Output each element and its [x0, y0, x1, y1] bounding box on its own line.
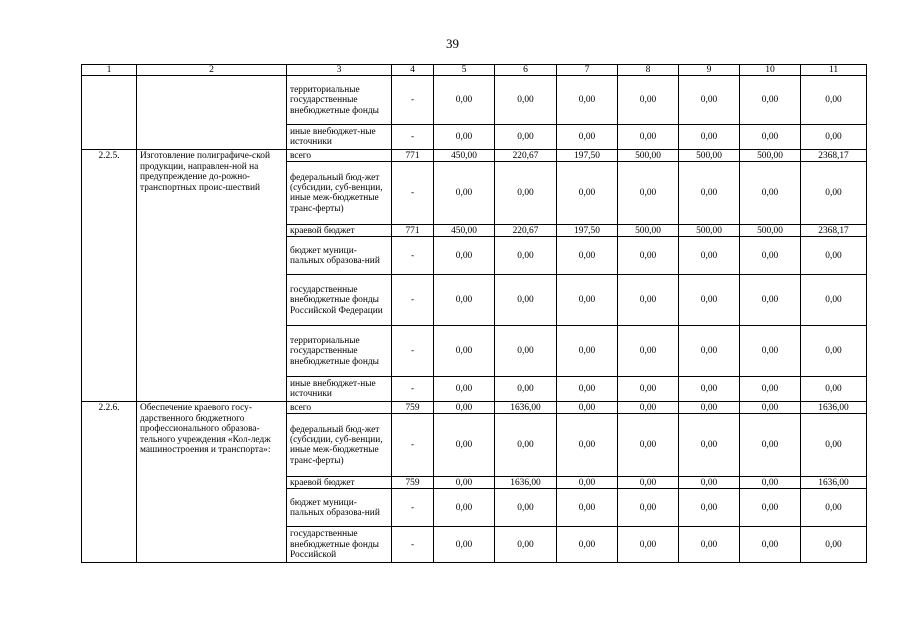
value-cell: 0,00: [801, 76, 867, 125]
value-cell: 0,00: [679, 326, 740, 377]
header-cell: 2: [137, 65, 287, 76]
value-cell: 0,00: [557, 125, 618, 150]
value-cell: 0,00: [740, 527, 801, 563]
value-cell: 0,00: [801, 162, 867, 225]
value-cell: 500,00: [740, 225, 801, 237]
code-cell: 771: [392, 225, 434, 237]
value-cell: 0,00: [495, 76, 557, 125]
table-row: [82, 402, 867, 414]
funding-source-cell: территориальные государственные внебюджетные фонды: [287, 76, 392, 125]
value-cell: 0,00: [618, 326, 679, 377]
item-title-cell: Изготовление полиграфиче-ской продукции, направлен-ной на предупреждение до-рожно-транспортных проис-шествий: [137, 150, 287, 402]
value-cell: 0,00: [679, 477, 740, 489]
funding-source-cell: иные внебюджет-ные источники: [287, 377, 392, 402]
value-cell: 0,00: [618, 76, 679, 125]
value-cell: 0,00: [495, 527, 557, 563]
value-cell: 220,67: [495, 150, 557, 162]
value-cell: 0,00: [801, 237, 867, 275]
funding-source-cell: бюджет муници-пальных образова-ний: [287, 237, 392, 275]
value-cell: 0,00: [801, 489, 867, 527]
table-row: [82, 76, 867, 125]
value-cell: 0,00: [740, 477, 801, 489]
value-cell: 500,00: [618, 150, 679, 162]
value-cell: 0,00: [434, 414, 495, 477]
value-cell: 450,00: [434, 225, 495, 237]
value-cell: 0,00: [740, 414, 801, 477]
value-cell: 0,00: [557, 76, 618, 125]
code-cell: -: [392, 237, 434, 275]
value-cell: 0,00: [557, 477, 618, 489]
header-cell: 4: [392, 65, 434, 76]
value-cell: 0,00: [618, 275, 679, 326]
code-cell: 759: [392, 477, 434, 489]
value-cell: 197,50: [557, 225, 618, 237]
value-cell: 0,00: [740, 326, 801, 377]
code-cell: -: [392, 162, 434, 225]
value-cell: 0,00: [679, 527, 740, 563]
value-cell: 0,00: [679, 162, 740, 225]
value-cell: 2368,17: [801, 150, 867, 162]
value-cell: 0,00: [618, 414, 679, 477]
value-cell: 0,00: [679, 275, 740, 326]
value-cell: 0,00: [434, 162, 495, 225]
funding-source-cell: всего: [287, 150, 392, 162]
header-cell: 3: [287, 65, 392, 76]
value-cell: 0,00: [434, 237, 495, 275]
funding-source-cell: территориальные государственные внебюджетные фонды: [287, 326, 392, 377]
value-cell: 500,00: [740, 150, 801, 162]
value-cell: 0,00: [495, 326, 557, 377]
header-cell: 7: [557, 65, 618, 76]
funding-source-cell: краевой бюджет: [287, 225, 392, 237]
header-cell: 5: [434, 65, 495, 76]
value-cell: 0,00: [557, 275, 618, 326]
value-cell: 0,00: [557, 326, 618, 377]
value-cell: 0,00: [679, 76, 740, 125]
value-cell: 1636,00: [801, 477, 867, 489]
value-cell: 0,00: [434, 76, 495, 125]
funding-source-cell: иные внебюджет-ные источники: [287, 125, 392, 150]
value-cell: 0,00: [495, 275, 557, 326]
code-cell: 771: [392, 150, 434, 162]
value-cell: 0,00: [434, 275, 495, 326]
value-cell: 0,00: [495, 489, 557, 527]
item-title-cell: Обеспечение краевого госу-дарственного бюджетного профессионального образова-тельного учреждения «Кол-ледж машиностроения и транспорта»:: [137, 402, 287, 563]
value-cell: 0,00: [557, 377, 618, 402]
value-cell: 0,00: [434, 527, 495, 563]
value-cell: 0,00: [618, 489, 679, 527]
header-cell: 9: [679, 65, 740, 76]
value-cell: 0,00: [801, 377, 867, 402]
value-cell: 220,67: [495, 225, 557, 237]
value-cell: 0,00: [801, 527, 867, 563]
funding-source-cell: федеральный бюд-жет (субсидии, суб-венции, иные меж-бюджетные транс-ферты): [287, 162, 392, 225]
value-cell: 0,00: [495, 377, 557, 402]
header-row: [82, 65, 867, 76]
code-cell: -: [392, 76, 434, 125]
code-cell: -: [392, 377, 434, 402]
header-cell: 1: [82, 65, 137, 76]
value-cell: 0,00: [618, 162, 679, 225]
value-cell: 0,00: [679, 489, 740, 527]
value-cell: 0,00: [495, 125, 557, 150]
value-cell: 0,00: [679, 414, 740, 477]
value-cell: 0,00: [618, 477, 679, 489]
funding-source-cell: государственные внебюджетные фонды Российской: [287, 527, 392, 563]
value-cell: 2368,17: [801, 225, 867, 237]
value-cell: 0,00: [740, 275, 801, 326]
item-title-cell: [137, 76, 287, 150]
code-cell: -: [392, 489, 434, 527]
value-cell: 500,00: [618, 225, 679, 237]
value-cell: 500,00: [679, 150, 740, 162]
code-cell: -: [392, 125, 434, 150]
header-cell: 8: [618, 65, 679, 76]
value-cell: 0,00: [434, 326, 495, 377]
funding-source-cell: государственные внебюджетные фонды Российской Федерации: [287, 275, 392, 326]
header-cell: 11: [801, 65, 867, 76]
value-cell: 0,00: [618, 402, 679, 414]
value-cell: 1636,00: [801, 402, 867, 414]
value-cell: 0,00: [434, 402, 495, 414]
value-cell: 0,00: [495, 414, 557, 477]
value-cell: 0,00: [618, 527, 679, 563]
value-cell: 0,00: [618, 125, 679, 150]
value-cell: 1636,00: [495, 477, 557, 489]
value-cell: 0,00: [740, 489, 801, 527]
value-cell: 197,50: [557, 150, 618, 162]
value-cell: 0,00: [740, 377, 801, 402]
value-cell: 0,00: [740, 76, 801, 125]
value-cell: 0,00: [801, 326, 867, 377]
budget-table: [81, 64, 867, 563]
value-cell: 0,00: [801, 125, 867, 150]
value-cell: 0,00: [679, 125, 740, 150]
value-cell: 500,00: [679, 225, 740, 237]
code-cell: -: [392, 275, 434, 326]
value-cell: 0,00: [679, 402, 740, 414]
item-number-cell: 2.2.6.: [82, 402, 137, 563]
value-cell: 0,00: [495, 162, 557, 225]
value-cell: 0,00: [557, 489, 618, 527]
value-cell: 0,00: [679, 377, 740, 402]
value-cell: 0,00: [740, 162, 801, 225]
value-cell: 0,00: [557, 527, 618, 563]
item-number-cell: [82, 76, 137, 150]
value-cell: 1636,00: [495, 402, 557, 414]
value-cell: 450,00: [434, 150, 495, 162]
funding-source-cell: краевой бюджет: [287, 477, 392, 489]
value-cell: 0,00: [495, 237, 557, 275]
value-cell: 0,00: [557, 414, 618, 477]
header-cell: 10: [740, 65, 801, 76]
value-cell: 0,00: [434, 489, 495, 527]
value-cell: 0,00: [557, 402, 618, 414]
code-cell: 759: [392, 402, 434, 414]
value-cell: 0,00: [740, 125, 801, 150]
funding-source-cell: бюджет муници-пальных образова-ний: [287, 489, 392, 527]
value-cell: 0,00: [679, 237, 740, 275]
value-cell: 0,00: [434, 377, 495, 402]
value-cell: 0,00: [740, 402, 801, 414]
table-row: [82, 150, 867, 162]
value-cell: 0,00: [434, 125, 495, 150]
value-cell: 0,00: [618, 377, 679, 402]
funding-source-cell: всего: [287, 402, 392, 414]
code-cell: -: [392, 326, 434, 377]
code-cell: -: [392, 527, 434, 563]
header-cell: 6: [495, 65, 557, 76]
value-cell: 0,00: [801, 275, 867, 326]
value-cell: 0,00: [740, 237, 801, 275]
item-number-cell: 2.2.5.: [82, 150, 137, 402]
value-cell: 0,00: [557, 162, 618, 225]
value-cell: 0,00: [557, 237, 618, 275]
value-cell: 0,00: [434, 477, 495, 489]
funding-source-cell: федеральный бюд-жет (субсидии, суб-венции, иные меж-бюджетные транс-ферты): [287, 414, 392, 477]
page-number: 39: [446, 36, 459, 51]
value-cell: 0,00: [801, 414, 867, 477]
value-cell: 0,00: [618, 237, 679, 275]
code-cell: -: [392, 414, 434, 477]
